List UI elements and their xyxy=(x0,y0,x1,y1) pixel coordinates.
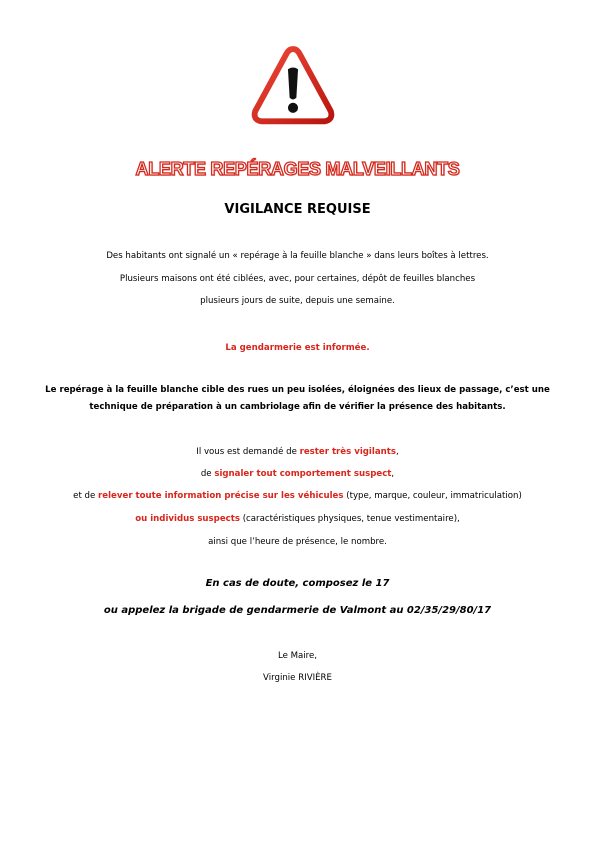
intro-line-1: Des habitants ont signalé un « repérage à la feuille blanche » dans leurs boîtes à lettres. xyxy=(106,251,489,261)
page-subtitle: VIGILANCE REQUISE xyxy=(224,202,371,217)
intro-line-3: plusieurs jours de suite, depuis une semaine. xyxy=(200,296,395,306)
instruction-line-2 xyxy=(0,469,595,480)
intro-line-2: Plusieurs maisons ont été ciblées, avec, pour certaines, dépôt de feuilles blanches xyxy=(119,274,476,284)
contact-line-2: ou appelez la brigade de gendarmerie de Valmont au 02/35/29/80/17 xyxy=(103,605,492,616)
instruction-text: Il vous est demandé de xyxy=(196,447,300,457)
instruction-line-1 xyxy=(0,447,595,458)
instruction-line-5: ainsi que l’heure de présence, le nombre. xyxy=(208,537,387,547)
explanation-line-2: technique de préparation à un cambriolage afin de vérifier la présence des habitants. xyxy=(89,402,506,412)
instruction-text: de xyxy=(200,469,215,479)
page-title: ALERTE REPÉRAGES MALVEILLANTS xyxy=(135,159,460,179)
instruction-line-4 xyxy=(0,514,595,525)
instruction-text: (type, marque, couleur, immatriculation) xyxy=(343,491,522,501)
contact-line-1: En cas de doute, composez le 17 xyxy=(205,578,390,589)
signature-name: Virginie RIVIÈRE xyxy=(263,673,332,683)
instruction-line-3 xyxy=(0,491,595,502)
instruction-emphasis: relever toute information précise sur les véhicules xyxy=(98,491,344,501)
warning-triangle-icon xyxy=(251,44,335,128)
instruction-text: , xyxy=(391,469,395,479)
instruction-emphasis: ou individus suspects xyxy=(135,514,240,524)
instruction-text: (caractéristiques physiques, tenue vestimentaire), xyxy=(239,514,460,524)
explanation-line-1: Le repérage à la feuille blanche cible des rues un peu isolées, éloignées des lieux de passage, c’est une xyxy=(45,385,550,395)
gendarmerie-notice: La gendarmerie est informée. xyxy=(225,343,370,353)
instruction-emphasis: signaler tout comportement suspect xyxy=(214,469,392,479)
instruction-text: , xyxy=(395,447,399,457)
instruction-emphasis: rester très vigilants xyxy=(299,447,396,457)
signature-role: Le Maire, xyxy=(277,651,318,661)
instruction-text: et de xyxy=(73,491,99,501)
